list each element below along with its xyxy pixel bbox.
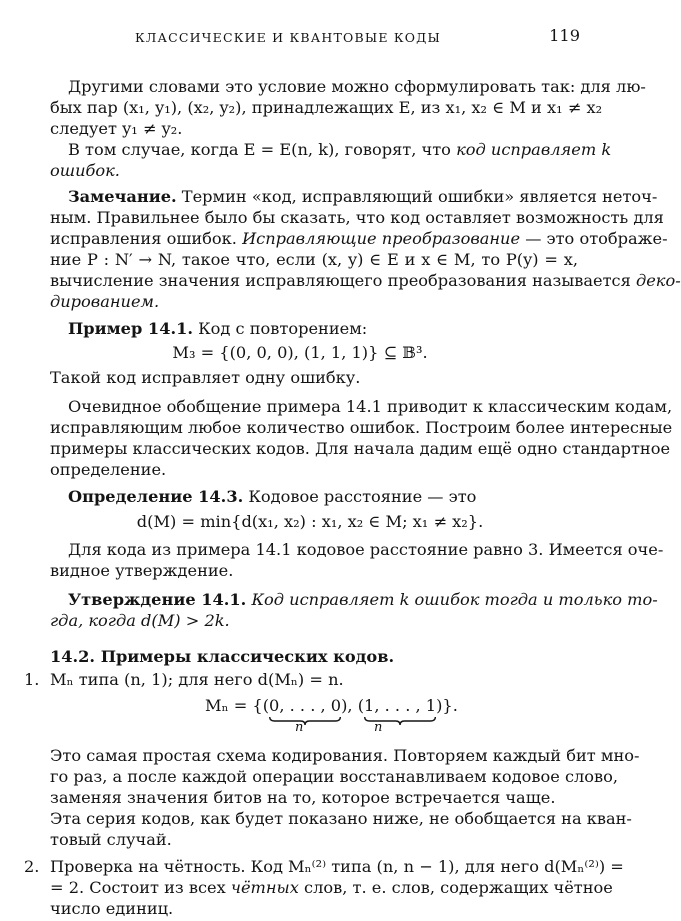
list-item-line: Это самая простая схема кодирования. Повторяем каждый бит мно- xyxy=(50,746,640,765)
example-formula: M₃ = {(0, 0, 0), (1, 1, 1)} ⊆ 𝔹³. xyxy=(172,343,428,362)
paragraph-line: бых пар (x₁, y₁), (x₂, y₂), принадлежащих E, из x₁, x₂ ∈ M и x₁ ≠ x₂ xyxy=(50,98,603,117)
underbrace-icon xyxy=(269,716,341,725)
example-line: Пример 14.1. Код с повторением: xyxy=(68,319,368,338)
paragraph-line: исправляющим любое количество ошибок. Построим более интересные xyxy=(50,418,673,437)
underbrace-label: n xyxy=(374,720,383,735)
paragraph-line: ошибок. xyxy=(50,161,120,180)
paragraph-line: видное утверждение. xyxy=(50,561,234,580)
italic-term: деко- xyxy=(635,271,681,290)
paragraph-line: Очевидное обобщение примера 14.1 приводит к классическим кодам, xyxy=(68,397,673,416)
remark-line: исправления ошибок. Исправляющие преобразование — это отображе- xyxy=(50,229,668,248)
running-header: КЛАССИЧЕСКИЕ И КВАНТОВЫЕ КОДЫ xyxy=(134,30,442,45)
paragraph-line: следует y₁ ≠ y₂. xyxy=(50,119,183,138)
remark-line: ным. Правильнее было бы сказать, что код оставляет возможность для xyxy=(50,208,664,227)
list-item-line: заменяя значения битов на то, которое встречается чаще. xyxy=(50,788,556,807)
list-item-line: Mₙ типа (n, 1); для него d(Mₙ) = n. xyxy=(50,670,344,689)
page-number: 119 xyxy=(549,26,580,45)
section-heading: 14.2. Примеры классических кодов. xyxy=(50,647,395,666)
underbrace-zeros: 0, . . . , 0 xyxy=(269,695,341,716)
definition-label: Определение 14.3. xyxy=(68,487,244,506)
statement-line: Утверждение 14.1. Код исправляет k ошибок тогда и только то- xyxy=(68,590,658,609)
list-number: 2. xyxy=(24,857,40,876)
remark-line: дированием. xyxy=(50,292,160,311)
definition-formula: d(M) = min{d(x₁, x₂) : x₁, x₂ ∈ M; x₁ ≠ x₂}. xyxy=(136,512,484,531)
remark-line: Замечание. Термин «код, исправляющий ошибки» является неточ- xyxy=(68,187,658,206)
paragraph-line: определение. xyxy=(50,460,167,479)
paragraph-line: Для кода из примера 14.1 кодовое расстояние равно 3. Имеется оче- xyxy=(68,540,664,559)
remark-line: вычисление значения исправляющего преобразования называется деко- xyxy=(50,271,681,290)
list-number: 1. xyxy=(24,670,40,689)
remark-line: ние P : N′ → N, такое что, если (x, y) ∈ E и x ∈ M, то P(y) = x, xyxy=(50,250,578,269)
italic-term: чётных xyxy=(230,878,299,897)
italic-term: код исправляет k xyxy=(456,140,612,159)
list-item-line: Проверка на чётность. Код Mₙ⁽²⁾ типа (n, n − 1), для него d(Mₙ⁽²⁾) = xyxy=(50,857,624,876)
list-item-line: = 2. Состоит из всех чётных слов, т. е. слов, содержащих чётное xyxy=(50,878,613,897)
italic-term: Исправляющие преобразование xyxy=(242,229,521,248)
list-item-line: го раз, а после каждой операции восстанавливаем кодовое слово, xyxy=(50,767,619,786)
paragraph-line: примеры классических кодов. Для начала дадим ещё одно стандартное xyxy=(50,439,671,458)
underbrace-ones: 1, . . . , 1 xyxy=(364,695,436,716)
statement-line: гда, когда d(M) > 2k. xyxy=(50,611,230,630)
repetition-code-formula: Mₙ = {(0, . . . , 0 ), (1, . . . , 1 )}. xyxy=(205,695,465,716)
paragraph-line: Другими словами это условие можно сформулировать так: для лю- xyxy=(68,77,646,96)
example-label: Пример 14.1. xyxy=(68,319,193,338)
remark-label: Замечание. xyxy=(68,187,177,206)
list-item-line: число единиц. xyxy=(50,899,174,918)
underbrace-label: n xyxy=(295,720,304,735)
list-item-line: товый случай. xyxy=(50,830,172,849)
paragraph-line: В том случае, когда E = E(n, k), говорят, что код исправляет k xyxy=(68,140,612,159)
paragraph-line: Такой код исправляет одну ошибку. xyxy=(50,368,361,387)
list-item-line: Эта серия кодов, как будет показано ниже, не обобщается на кван- xyxy=(50,809,632,828)
statement-label: Утверждение 14.1. xyxy=(68,590,247,609)
definition-line: Определение 14.3. Кодовое расстояние — это xyxy=(68,487,477,506)
